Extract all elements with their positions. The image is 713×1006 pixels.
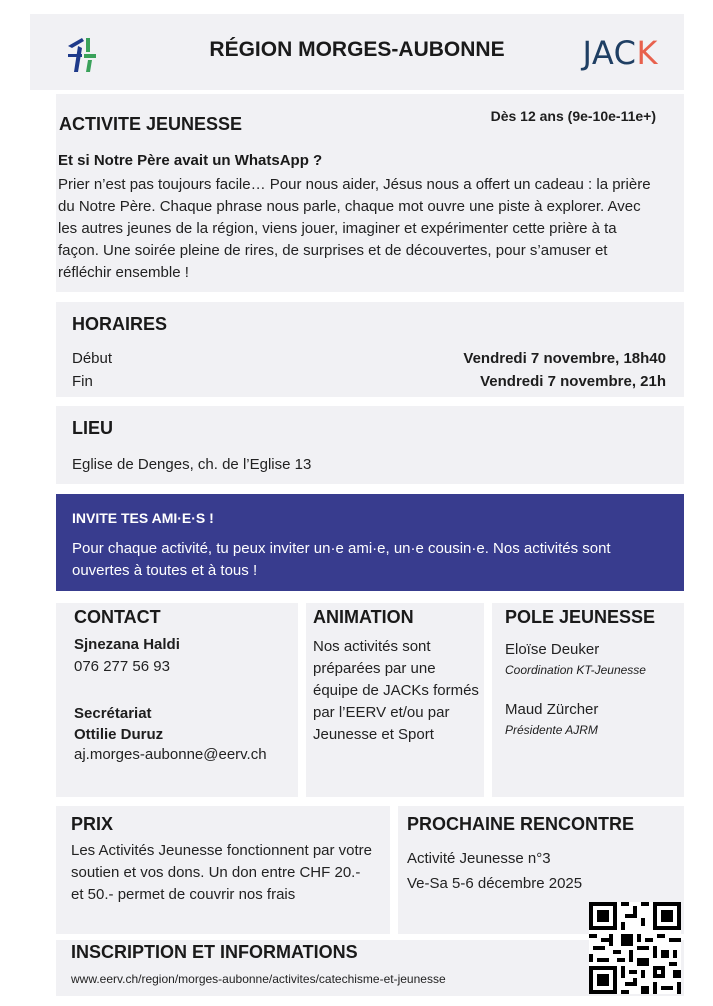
secretariat-label: Secrétariat: [74, 705, 152, 722]
animation-text: Nos activités sont préparées par une équipe de JACKs formés par l’EERV et/ou par Jeunesse et Sport: [313, 638, 479, 743]
inscription-url[interactable]: www.eerv.ch/region/morges-aubonne/activites/catechisme-et-jeunesse: [71, 972, 446, 986]
inscription-title: INSCRIPTION ET INFORMATIONS: [71, 942, 358, 962]
pole-person-name: Eloïse Deuker: [505, 641, 600, 658]
pole-person-role: Présidente AJRM: [505, 723, 598, 737]
horaires-section: [56, 302, 684, 397]
schedule-label: Fin: [72, 373, 93, 390]
schedule-value: Vendredi 7 novembre, 21h: [480, 373, 666, 390]
activity-title: ACTIVITE JEUNESSE: [59, 114, 243, 134]
contact-name: Sjnezana Haldi: [74, 636, 180, 653]
schedule-row: [72, 347, 666, 370]
animation-section: [306, 603, 484, 797]
prochaine-title: PROCHAINE RENCONTRE: [407, 814, 635, 834]
animation-title: ANIMATION: [313, 607, 414, 627]
horaires-title: HORAIRES: [72, 314, 168, 334]
pole-person-name: Maud Zürcher: [505, 701, 599, 718]
age-range: Dès 12 ans (9e-10e-11e+): [490, 108, 656, 124]
contact-phone[interactable]: 076 277 56 93: [74, 658, 170, 675]
secretariat-name: Ottilie Duruz: [74, 726, 164, 743]
activity-subtitle: Et si Notre Père avait un WhatsApp ?: [58, 152, 323, 169]
pole-title: POLE JEUNESSE: [505, 607, 656, 627]
invite-banner: [56, 494, 684, 591]
schedule-value: Vendredi 7 novembre, 18h40: [463, 350, 666, 367]
activity-section: [56, 94, 684, 292]
contact-email[interactable]: aj.morges-aubonne@eerv.ch: [74, 746, 267, 763]
prix-section: [56, 806, 390, 934]
contact-section: [56, 603, 298, 797]
prix-text: Les Activités Jeunesse fonctionnent par votre soutien et vos dons. Un don entre CHF 20.- et 50.- permet de couvrir nos frais: [71, 842, 373, 903]
schedule-label: Début: [72, 350, 113, 367]
pole-person-role: Coordination KT-Jeunesse: [505, 663, 646, 677]
invite-title: INVITE TES AMI·E·S !: [72, 510, 214, 526]
schedule-row: [72, 370, 666, 393]
lieu-section: [56, 406, 684, 484]
prix-title: PRIX: [71, 814, 114, 834]
invite-text: Pour chaque activité, tu peux inviter un·e ami·e, un·e cousin·e. Nos activités sont ouvertes à toutes et à tous !: [72, 540, 611, 579]
contact-title: CONTACT: [74, 607, 161, 627]
pole-jeunesse-section: [492, 603, 684, 797]
prochaine-date: Ve-Sa 5-6 décembre 2025: [407, 875, 583, 892]
lieu-title: LIEU: [72, 418, 114, 438]
header: [30, 14, 684, 90]
region-title: RÉGION MORGES-AUBONNE: [209, 38, 505, 61]
prochaine-activity: Activité Jeunesse n°3: [407, 850, 551, 867]
jack-logo: JACK: [582, 34, 658, 72]
lieu-address: Eglise de Denges, ch. de l’Eglise 13: [72, 456, 312, 473]
qr-code-icon[interactable]: [589, 902, 681, 994]
activity-description: Prier n’est pas toujours facile… Pour nous aider, Jésus nous a offert un cadeau : la prière du Notre Père. Chaque phrase nous parle, chaque mot ouvre une piste à explorer. Avec les autres jeunes de la région, viens jouer, imaginer et expérimenter cette prière à ta façon. Une soirée pleine de rires, de surprises et de découvertes, pour s’amuser et réfléchir ensemble !: [58, 176, 651, 281]
